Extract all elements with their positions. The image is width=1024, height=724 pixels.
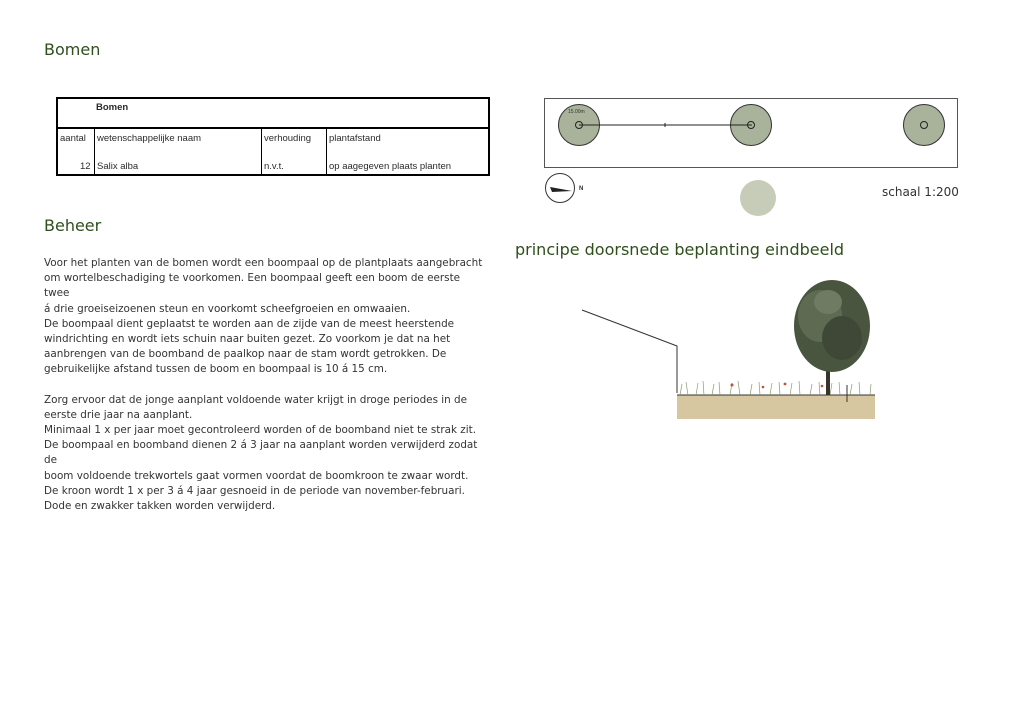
- text-line: Dode en zwakker takken worden verwijderd.: [44, 500, 276, 513]
- column-divider: [94, 129, 95, 174]
- tree-legend-symbol: [740, 180, 776, 216]
- beheer-text: [44, 256, 484, 514]
- section-title-bomen: Bomen: [44, 40, 101, 59]
- column-header-plantafstand: plantafstand: [329, 133, 381, 144]
- text-line: gebruikelijke afstand tussen de boom en boompaal is 10 á 15 cm.: [44, 363, 388, 376]
- cell-plantafstand: op aagegeven plaats planten: [329, 161, 452, 172]
- table-title: Bomen: [96, 102, 129, 113]
- cell-verhouding: n.v.t.: [264, 161, 284, 172]
- text-line: De kroon wordt 1 x per 3 á 4 jaar gesnoeid in de periode van november-februari.: [44, 484, 465, 497]
- text-line: Minimaal 1 x per jaar moet gecontroleerd worden of de boomband niet te strak zit.: [44, 424, 477, 437]
- soil-layer: [677, 395, 875, 419]
- north-arrow-icon: [545, 173, 575, 203]
- text-line: eerste drie jaar na aanplant.: [44, 408, 193, 421]
- dimension-line: [545, 99, 959, 169]
- cross-section-drawing: [580, 278, 880, 423]
- scale-label: schaal 1:200: [882, 185, 959, 199]
- text-line: De boompaal en boomband dienen 2 á 3 jaar na aanplant worden verwijderd zodat de: [44, 439, 478, 467]
- cell-aantal: 12: [80, 161, 91, 172]
- dimension-label: 15.00m: [568, 109, 585, 115]
- section-title-principe: principe doorsnede beplanting eindbeeld: [515, 240, 845, 259]
- trees-table: [56, 97, 490, 176]
- cell-naam: Salix alba: [97, 161, 139, 172]
- column-divider: [261, 129, 262, 174]
- table-header: [58, 99, 488, 129]
- text-line: aanbrengen van de boomband de paalkop naar de stam wordt getrokken. De: [44, 348, 447, 361]
- text-line: om wortelbeschadiging te voorkomen. Een boompaal geeft een boom de eerste twee: [44, 272, 461, 300]
- section-title-beheer: Beheer: [44, 216, 102, 235]
- text-line: á drie groeiseizoenen steun en voorkomt scheefgroeien en omwaaien.: [44, 302, 411, 315]
- column-divider: [326, 129, 327, 174]
- text-line: De boompaal dient geplaatst te worden aan de zijde van de meest heerstende: [44, 317, 455, 330]
- text-line: windrichting en wordt iets schuin naar buiten gezet. Zo voorkom je dat na het: [44, 333, 451, 346]
- text-line: boom voldoende trekwortels gaat vormen voordat de boomkroon te zwaar wordt.: [44, 469, 469, 482]
- plan-view: [544, 98, 958, 168]
- column-header-naam: wetenschappelijke naam: [97, 133, 202, 144]
- column-header-verhouding: verhouding: [264, 133, 312, 144]
- text-line: Voor het planten van de bomen wordt een boompaal op de plantplaats aangebracht: [44, 257, 483, 269]
- column-header-aantal: aantal: [60, 133, 86, 144]
- text-line: Zorg ervoor dat de jonge aanplant voldoende water krijgt in droge periodes in de: [44, 393, 468, 406]
- north-label: N: [579, 186, 584, 192]
